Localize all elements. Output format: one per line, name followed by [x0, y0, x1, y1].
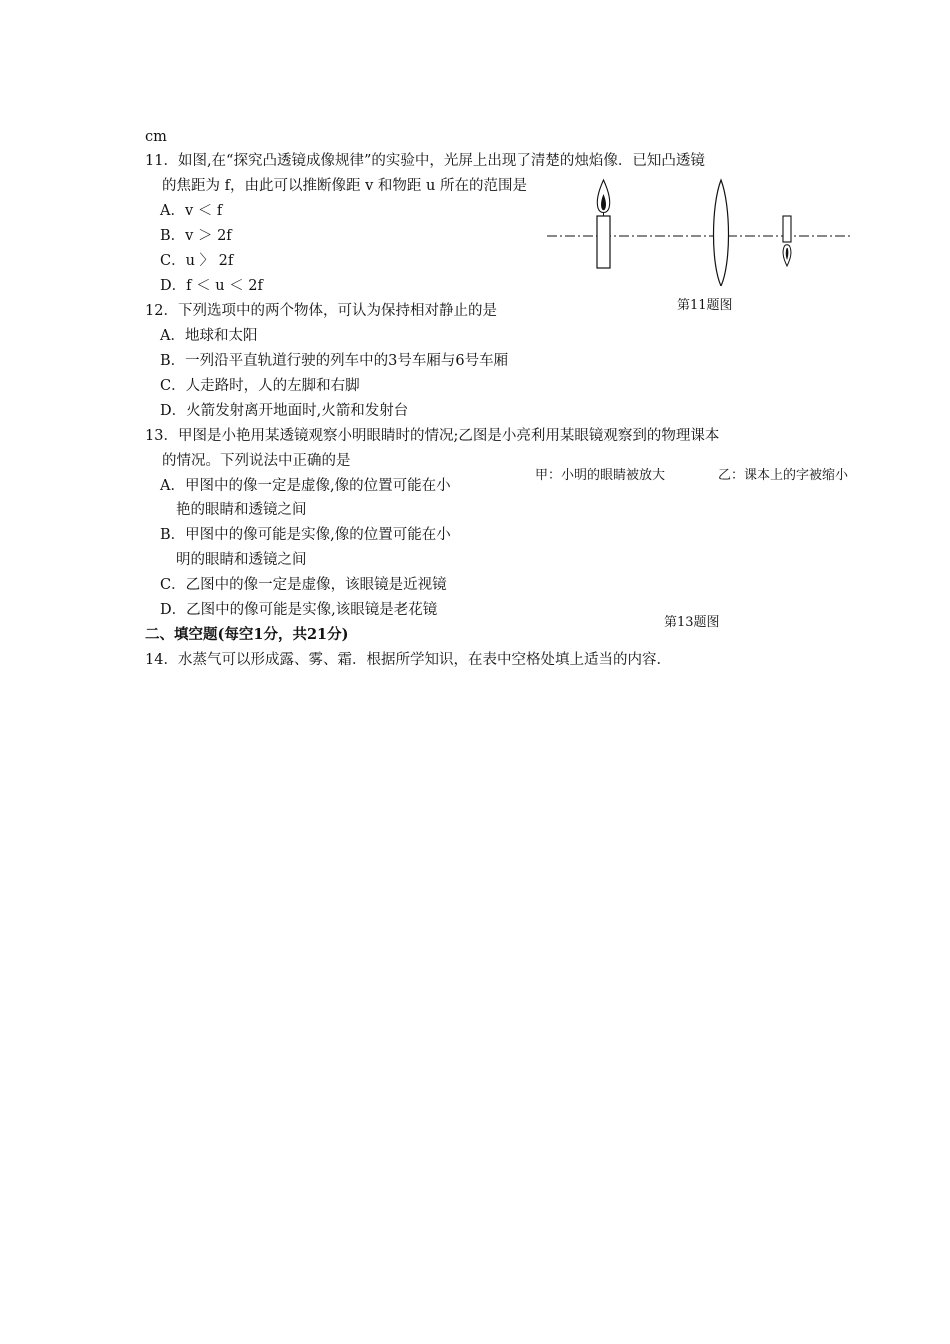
image-body: [783, 216, 791, 242]
q11-option-b: B．v ＞ 2f: [160, 228, 232, 244]
q13-option-b-line2: 明的眼睛和透镜之间: [176, 552, 307, 568]
q13-option-b-line1: B．甲图中的像可能是实像,像的位置可能在小: [160, 527, 451, 543]
q12-option-d: D．火箭发射离开地面时,火箭和发射台: [160, 403, 409, 419]
q12-option-b: B．一列沿平直轨道行驶的列车中的3号车厢与6号车厢: [160, 353, 509, 369]
q11-figure-caption: 第11题图: [677, 298, 733, 313]
q11-figure: [545, 176, 865, 286]
q13-label-jia: 甲：小明的眼睛被放大: [535, 468, 666, 483]
q11-option-d: D．f ＜ u ＜ 2f: [160, 278, 263, 294]
q11-stem-line2: 的焦距为 f，由此可以推断像距 v 和物距 u 所在的范围是: [162, 178, 527, 194]
q13-option-c: C．乙图中的像一定是虚像，该眼镜是近视镜: [160, 577, 447, 593]
q13-stem-line1: 13．甲图是小艳用某透镜观察小明眼睛时的情况;乙图是小亮利用某眼镜观察到的物理课本: [145, 428, 720, 444]
candle-body: [597, 216, 610, 268]
q11-stem-line1: 11．如图,在“探究凸透镜成像规律”的实验中，光屏上出现了清楚的烛焰像．已知凸透镜: [145, 153, 705, 169]
q13-stem-line2: 的情况。下列说法中正确的是: [162, 453, 351, 469]
q12-stem: 12．下列选项中的两个物体，可认为保持相对静止的是: [145, 303, 497, 319]
q12-option-c: C．人走路时，人的左脚和右脚: [160, 378, 360, 394]
q11-option-c: C．u 〉 2f: [160, 253, 234, 269]
q13-option-a-line2: 艳的眼睛和透镜之间: [176, 502, 307, 518]
q13-figure-caption: 第13题图: [664, 615, 720, 630]
convex-lens: [714, 180, 729, 286]
unit-fragment: cm: [145, 129, 167, 145]
section2-heading: 二、填空题(每空1分，共21分): [145, 626, 349, 643]
q12-option-a: A．地球和太阳: [160, 328, 258, 344]
q13-option-a-line1: A．甲图中的像一定是虚像,像的位置可能在小: [160, 478, 451, 494]
q13-option-d: D．乙图中的像可能是实像,该眼镜是老花镜: [160, 602, 438, 618]
q11-option-a: A．v ＜ f: [160, 203, 223, 219]
q14-stem: 14．水蒸气可以形成露、雾、霜．根据所学知识，在表中空格处填上适当的内容．: [145, 652, 671, 668]
q13-label-yi: 乙：课本上的字被缩小: [718, 468, 849, 483]
